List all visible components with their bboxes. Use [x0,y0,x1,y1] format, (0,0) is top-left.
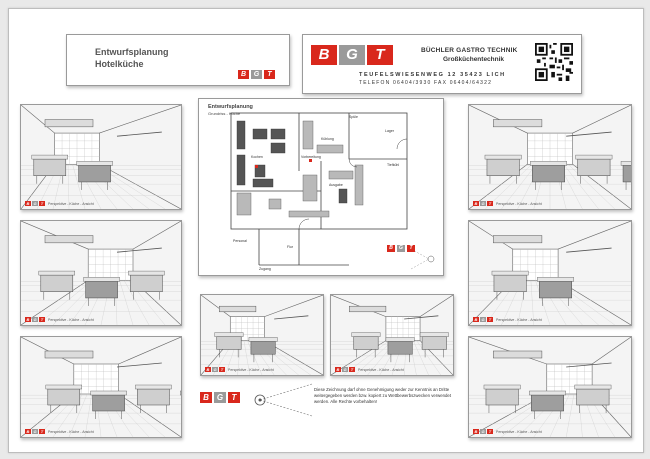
logo-letter-b: B [26,201,30,206]
logo-letter-g: G [481,317,485,322]
kitchen-render-7[interactable] [468,220,632,326]
logo-letter-g: G [397,245,405,252]
render-caption-text: Perspektive - Küche - Ansicht [496,317,542,322]
bgt-logo-mini [25,317,45,322]
room-label: Zugang [259,267,271,271]
bgt-logo-mini [25,429,45,434]
kitchen-render-sketch [469,105,631,209]
logo-letter-g: G [481,429,485,434]
logo-letter-t: T [488,317,492,322]
kitchen-render-3[interactable] [20,336,182,438]
room-label: Personal [233,239,247,243]
kitchen-render-sketch [21,337,181,437]
room-label: Tiefkühl [387,163,400,167]
logo-letter-t: T [367,45,393,65]
bgt-logo-mini [473,201,493,206]
logo-letter-g: G [213,367,217,372]
title-line-2: Hotelküche [95,59,144,69]
logo-letter-t: T [407,245,415,252]
render-caption-text: Perspektive - Küche - Ansicht [48,429,94,434]
logo-letter-g: G [251,70,262,79]
logo-letter-b: B [474,201,478,206]
render-caption-text: Perspektive - Küche - Ansicht [358,367,404,372]
kitchen-render-2[interactable] [20,220,182,326]
logo-letter-t: T [40,429,44,434]
room-label: Kochen [251,155,263,159]
company-address: TEUFELSWIESENWEG 12 35423 LICH [359,72,506,78]
logo-letter-g: G [33,429,37,434]
render-caption-text: Perspektive - Küche - Ansicht [48,201,94,206]
render-caption [25,429,94,434]
logo-letter-b: B [387,245,395,252]
render-caption [473,201,542,206]
render-caption [205,367,274,372]
qr-code[interactable] [535,43,573,81]
logo-letter-b: B [200,392,212,403]
kitchen-render-8[interactable] [468,336,632,438]
logo-letter-g: G [33,201,37,206]
kitchen-render-sketch [331,295,453,375]
kitchen-render-1[interactable] [20,104,182,210]
room-label: Kühlung [321,137,334,141]
kitchen-render-6[interactable] [468,104,632,210]
kitchen-render-sketch [21,105,181,209]
render-caption-text: Perspektive - Küche - Ansicht [48,317,94,322]
logo-letter-t: T [40,317,44,322]
logo-letter-b: B [474,317,478,322]
logo-letter-t: T [228,392,240,403]
render-caption [25,317,94,322]
render-caption-text: Perspektive - Küche - Ansicht [496,429,542,434]
room-label: Lager [385,129,394,133]
logo-letter-b: B [238,70,249,79]
render-caption [335,367,404,372]
render-caption [473,317,542,322]
company-block [302,34,582,94]
bgt-logo-mini [205,367,225,372]
bgt-logo-small [387,245,415,252]
logo-letter-b: B [474,429,478,434]
floor-plan-title: Entwurfsplanung [208,104,253,110]
kitchen-render-sketch [469,337,631,437]
title-block [66,34,290,86]
floor-plan-subtitle: Grundriss - Küche [208,111,241,116]
logo-letter-b: B [336,367,340,372]
room-label: Ausgabe [329,183,343,187]
logo-letter-t: T [40,201,44,206]
view-direction-icon [244,380,314,420]
room-label: Spüle [349,115,358,119]
render-caption-text: Perspektive - Küche - Ansicht [228,367,274,372]
room-label: Flur [287,245,294,249]
bgt-logo-footer [200,392,240,403]
logo-letter-b: B [206,367,210,372]
bgt-logo-large [311,45,393,65]
bgt-logo-mini [473,429,493,434]
logo-letter-g: G [343,367,347,372]
kitchen-render-4[interactable] [200,294,324,376]
logo-letter-t: T [488,429,492,434]
render-caption [25,201,94,206]
render-caption-text: Perspektive - Küche - Ansicht [496,201,542,206]
logo-letter-b: B [311,45,337,65]
logo-letter-t: T [488,201,492,206]
bgt-logo [238,70,275,79]
logo-letter-t: T [350,367,354,372]
bgt-logo-mini [25,201,45,206]
logo-letter-g: G [33,317,37,322]
floor-plan [198,98,444,276]
logo-letter-b: B [26,429,30,434]
render-caption [473,429,542,434]
kitchen-render-sketch [21,221,181,325]
company-contact: TELEFON 06404/3930 FAX 06404/64322 [359,80,493,86]
logo-letter-g: G [214,392,226,403]
logo-letter-t: T [264,70,275,79]
logo-letter-g: G [481,201,485,206]
company-subtitle: Großküchentechnik [443,56,505,63]
bgt-logo-mini [335,367,355,372]
legal-note-block [200,378,458,422]
logo-letter-g: G [339,45,365,65]
company-name: BÜCHLER GASTRO TECHNIK [421,47,518,54]
room-label: Vorbereitung [301,155,321,159]
logo-letter-t: T [220,367,224,372]
kitchen-render-sketch [469,221,631,325]
title-line-1: Entwurfsplanung [95,47,169,57]
kitchen-render-5[interactable] [330,294,454,376]
kitchen-render-sketch [201,295,323,375]
logo-letter-b: B [26,317,30,322]
legal-note: Diese Zeichnung darf ohne Genehmigung weder zur Kenntnis an Dritte weitergegeben werden bzw. kopiert zu Wettbewerbszwecken verwendet werden. Alle Rechte vorbehalten! [314,387,452,404]
bgt-logo-mini [473,317,493,322]
